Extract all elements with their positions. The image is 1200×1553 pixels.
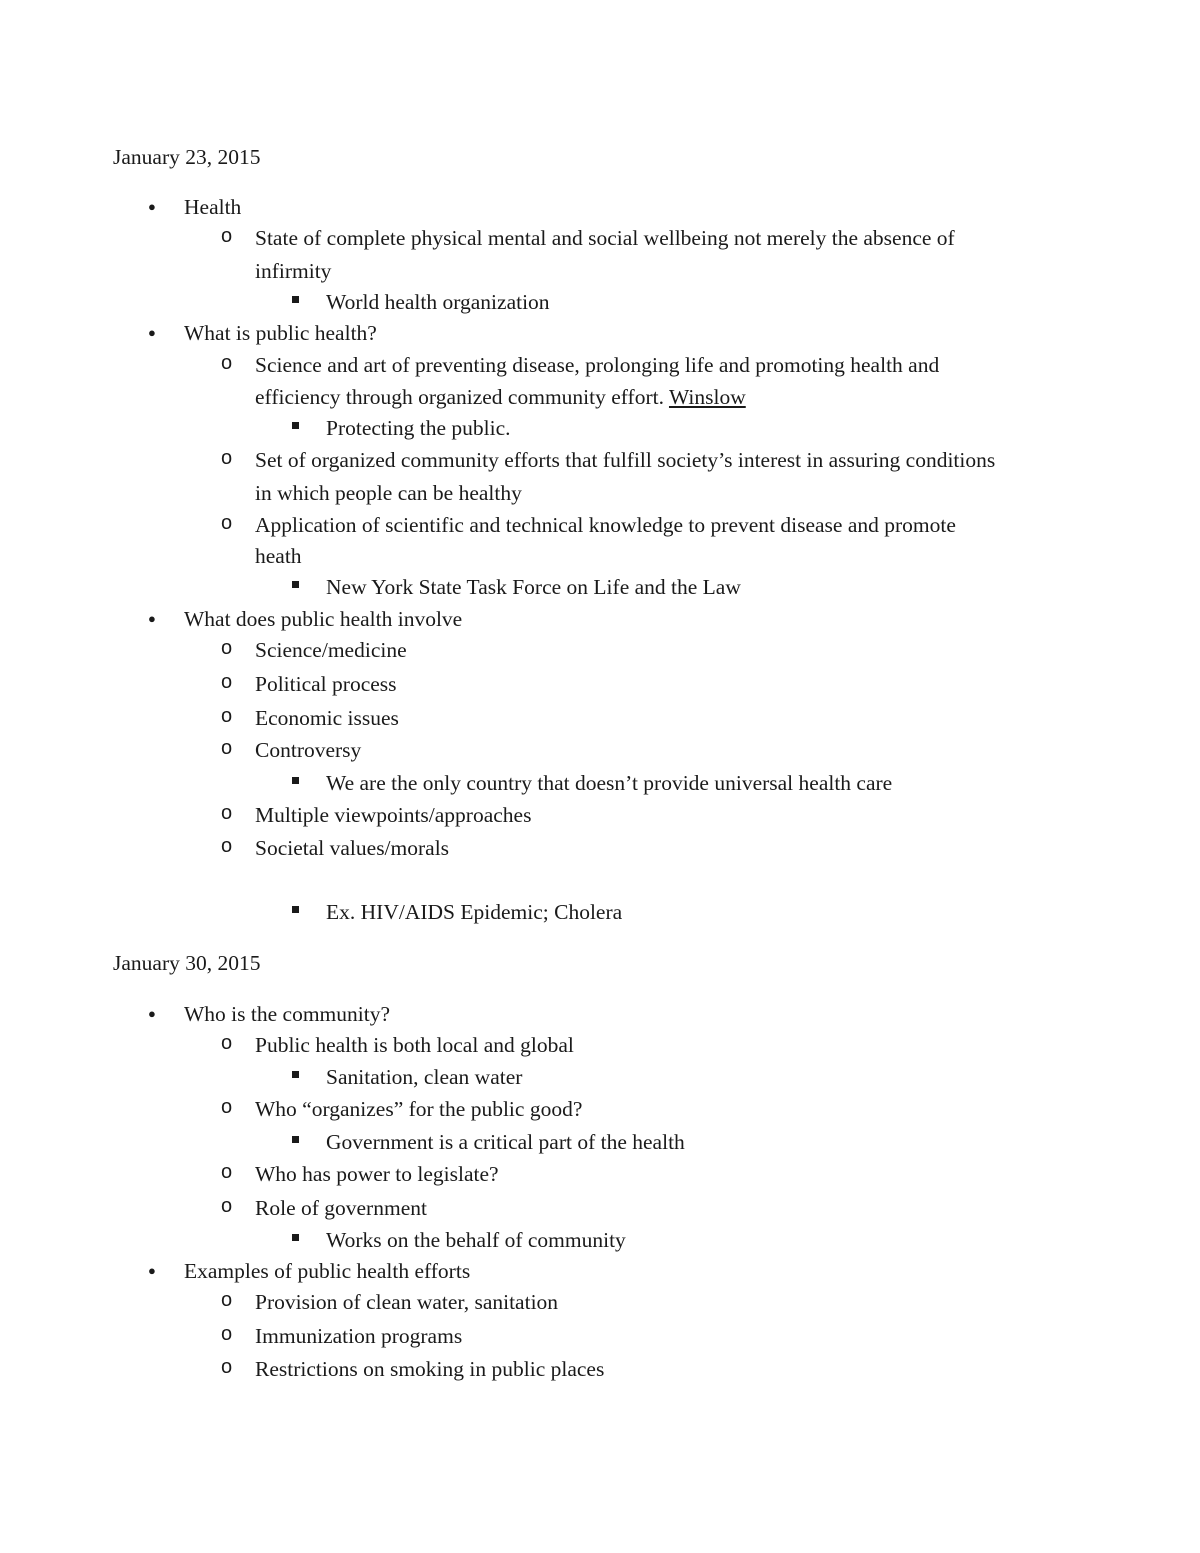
- filled-square-bullet-icon: [292, 422, 299, 429]
- filled-circle-bullet-icon: ●: [148, 1263, 156, 1278]
- outline-detail-item: World health organization: [326, 290, 550, 314]
- hollow-circle-bullet-icon: o: [221, 737, 233, 759]
- outline-detail-item: Works on the behalf of community: [326, 1228, 626, 1252]
- hollow-circle-bullet-icon: o: [221, 705, 233, 727]
- outline-subitem-line: State of complete physical mental and social wellbeing not merely the absence of: [255, 226, 955, 250]
- hollow-circle-bullet-icon: o: [221, 835, 233, 857]
- outline-subitem-line: Societal values/morals: [255, 836, 450, 860]
- outline-subitem-line: Science/medicine: [255, 638, 407, 662]
- outline-subitem-line: Role of government: [255, 1196, 427, 1220]
- hollow-circle-bullet-icon: o: [221, 225, 233, 247]
- outline-item: Health: [184, 195, 242, 219]
- hollow-circle-bullet-icon: o: [221, 1195, 233, 1217]
- outline-subitem-line: Application of scientific and technical knowledge to prevent disease and promote: [255, 513, 956, 537]
- outline-detail-item: Ex. HIV/AIDS Epidemic; Cholera: [326, 900, 623, 924]
- outline-subitem-line: in which people can be healthy: [255, 481, 522, 505]
- outline-subitem-line: [255, 387, 746, 409]
- hollow-circle-bullet-icon: o: [221, 1032, 233, 1054]
- outline-subitem-line: Provision of clean water, sanitation: [255, 1290, 559, 1314]
- hollow-circle-bullet-icon: o: [221, 447, 233, 469]
- hollow-circle-bullet-icon: o: [221, 352, 233, 374]
- filled-circle-bullet-icon: ●: [148, 325, 156, 340]
- outline-detail-item: Government is a critical part of the health: [326, 1130, 685, 1154]
- hollow-circle-bullet-icon: o: [221, 1289, 233, 1311]
- filled-circle-bullet-icon: ●: [148, 199, 156, 214]
- outline-subitem-line: Who has power to legislate?: [255, 1162, 499, 1186]
- outline-subitem-line: Immunization programs: [255, 1324, 463, 1348]
- filled-square-bullet-icon: [292, 1136, 299, 1143]
- filled-square-bullet-icon: [292, 1071, 299, 1078]
- outline-subitem-line: Multiple viewpoints/approaches: [255, 803, 532, 827]
- outline-item: Examples of public health efforts: [184, 1259, 471, 1283]
- outline-subitem-line: Restrictions on smoking in public places: [255, 1357, 605, 1381]
- filled-square-bullet-icon: [292, 777, 299, 784]
- filled-square-bullet-icon: [292, 581, 299, 588]
- hollow-circle-bullet-icon: o: [221, 512, 233, 534]
- hollow-circle-bullet-icon: o: [221, 637, 233, 659]
- attribution-winslow: Winslow: [668, 385, 746, 409]
- outline-subitem-line: heath: [255, 544, 302, 568]
- outline-detail-item: Protecting the public.: [326, 416, 511, 440]
- outline-subitem-line: Controversy: [255, 738, 362, 762]
- section-date: January 30, 2015: [113, 951, 261, 975]
- outline-subitem-text: efficiency through organized community effort.: [255, 385, 669, 409]
- filled-square-bullet-icon: [292, 906, 299, 913]
- outline-subitem-line: Public health is both local and global: [255, 1033, 574, 1057]
- outline-subitem-line: Economic issues: [255, 706, 399, 730]
- outline-subitem-line: Political process: [255, 672, 397, 696]
- hollow-circle-bullet-icon: o: [221, 1356, 233, 1378]
- filled-circle-bullet-icon: ●: [148, 611, 156, 626]
- outline-subitem-line: Set of organized community efforts that fulfill society’s interest in assuring conditions: [255, 448, 996, 472]
- hollow-circle-bullet-icon: o: [221, 1323, 233, 1345]
- outline-subitem-line: infirmity: [255, 259, 332, 283]
- outline-detail-item: We are the only country that doesn’t provide universal health care: [326, 771, 893, 795]
- filled-square-bullet-icon: [292, 1234, 299, 1241]
- hollow-circle-bullet-icon: o: [221, 802, 233, 824]
- hollow-circle-bullet-icon: o: [221, 671, 233, 693]
- section-date: January 23, 2015: [113, 145, 261, 169]
- outline-detail-item: Sanitation, clean water: [326, 1065, 523, 1089]
- outline-item: What does public health involve: [184, 607, 463, 631]
- outline-subitem-line: Who “organizes” for the public good?: [255, 1097, 583, 1121]
- hollow-circle-bullet-icon: o: [221, 1161, 233, 1183]
- hollow-circle-bullet-icon: o: [221, 1096, 233, 1118]
- outline-subitem-line: Science and art of preventing disease, prolonging life and promoting health and: [255, 353, 940, 377]
- outline-detail-item: New York State Task Force on Life and the Law: [326, 575, 741, 599]
- filled-circle-bullet-icon: ●: [148, 1006, 156, 1021]
- outline-item: What is public health?: [184, 321, 377, 345]
- outline-item: Who is the community?: [184, 1002, 391, 1026]
- filled-square-bullet-icon: [292, 296, 299, 303]
